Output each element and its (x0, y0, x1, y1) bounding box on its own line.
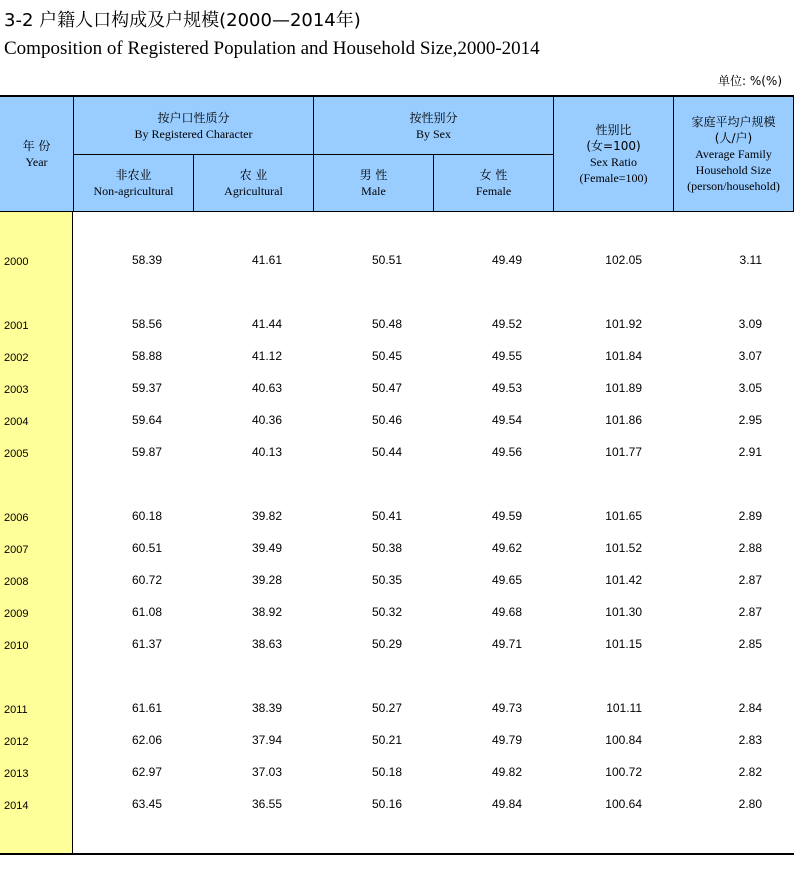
year-cell: 2000 (4, 256, 29, 268)
header-by-character-en: By Registered Character (134, 126, 253, 141)
sex-ratio-cell: 101.15 (605, 637, 642, 651)
sex-ratio-cell: 102.05 (605, 253, 642, 267)
agri-cell: 39.49 (251, 541, 282, 555)
header-sex-ratio (554, 97, 674, 212)
header-male-en: Male (361, 184, 386, 198)
female-cell: 49.82 (491, 765, 522, 779)
agri-cell: 41.12 (251, 349, 282, 363)
household-cell: 2.84 (738, 701, 762, 715)
household-cell: 2.89 (738, 509, 762, 523)
household-cell: 3.11 (739, 253, 762, 267)
sex-ratio-cell: 100.84 (605, 733, 642, 747)
non-agri-cell: 60.72 (131, 573, 162, 587)
sex-ratio-cell: 101.77 (605, 445, 642, 459)
header-agri-cn: 农 业 (239, 168, 268, 182)
non-agri-cell: 62.06 (131, 733, 162, 747)
table-row (0, 730, 794, 750)
female-cell: 49.71 (491, 637, 522, 651)
male-cell: 50.27 (371, 701, 402, 715)
year-cell: 2011 (4, 704, 28, 716)
male-cell: 50.48 (371, 317, 402, 331)
agri-cell: 37.94 (251, 733, 282, 747)
header-household-size (674, 97, 794, 212)
statistics-table (0, 95, 794, 855)
header-female (434, 155, 554, 212)
female-cell: 49.54 (491, 413, 522, 427)
year-cell: 2009 (4, 608, 29, 620)
non-agri-cell: 63.45 (131, 797, 162, 811)
table-row (0, 538, 794, 558)
male-cell: 50.21 (371, 733, 402, 747)
table-row (0, 602, 794, 622)
header-sex-ratio-en-note: (Female=100) (579, 171, 648, 185)
male-cell: 50.38 (371, 541, 402, 555)
table-title-chinese: 3-2 户籍人口构成及户规模(2000—2014年) (4, 10, 361, 31)
agri-cell: 41.61 (251, 253, 282, 267)
header-year-cn: 年 份 (22, 139, 51, 153)
agri-cell: 38.92 (251, 605, 282, 619)
year-cell: 2007 (4, 544, 29, 556)
household-cell: 2.88 (738, 541, 762, 555)
header-male (314, 155, 434, 212)
household-cell: 2.85 (738, 637, 762, 651)
sex-ratio-cell: 100.72 (605, 765, 642, 779)
non-agri-cell: 62.97 (131, 765, 162, 779)
male-cell: 50.16 (371, 797, 402, 811)
header-sex-ratio-cn: 性别比 (595, 123, 632, 137)
household-cell: 3.05 (738, 381, 762, 395)
male-cell: 50.29 (371, 637, 402, 651)
household-cell: 2.95 (738, 413, 762, 427)
header-non-agricultural (74, 155, 194, 212)
female-cell: 49.49 (491, 253, 522, 267)
unit-label: 单位: %(%) (717, 74, 782, 88)
female-cell: 49.53 (491, 381, 522, 395)
header-household-cn-note: (人/户) (714, 131, 753, 145)
header-male-cn: 男 性 (359, 168, 388, 182)
header-year (0, 97, 74, 212)
household-cell: 2.83 (738, 733, 762, 747)
agri-cell: 41.44 (251, 317, 282, 331)
year-cell: 2014 (4, 800, 29, 812)
header-by-character-cn: 按户口性质分 (157, 110, 230, 125)
table-row (0, 506, 794, 526)
year-cell: 2001 (4, 320, 29, 332)
agri-cell: 39.28 (251, 573, 282, 587)
non-agri-cell: 59.64 (131, 413, 162, 427)
table-row (0, 250, 794, 270)
agri-cell: 38.63 (251, 637, 282, 651)
header-by-sex (314, 97, 554, 155)
table-row (0, 762, 794, 782)
year-cell: 2012 (4, 736, 29, 748)
sex-ratio-cell: 101.89 (605, 381, 642, 395)
agri-cell: 36.55 (251, 797, 282, 811)
sex-ratio-cell: 100.64 (605, 797, 642, 811)
header-female-en: Female (475, 184, 512, 198)
male-cell: 50.18 (371, 765, 402, 779)
household-cell: 3.09 (738, 317, 762, 331)
male-cell: 50.51 (371, 253, 402, 267)
year-cell: 2003 (4, 384, 29, 396)
table-row (0, 410, 794, 430)
table-row (0, 794, 794, 814)
female-cell: 49.52 (491, 317, 522, 331)
non-agri-cell: 61.37 (131, 637, 162, 651)
sex-ratio-cell: 101.11 (606, 701, 642, 715)
non-agri-cell: 58.39 (131, 253, 162, 267)
agri-cell: 37.03 (251, 765, 282, 779)
non-agri-cell: 59.37 (131, 381, 162, 395)
header-by-character (74, 97, 314, 155)
header-household-cn: 家庭平均户规模 (691, 115, 776, 129)
male-cell: 50.44 (371, 445, 402, 459)
male-cell: 50.45 (371, 349, 402, 363)
year-cell: 2013 (4, 768, 29, 780)
year-cell: 2006 (4, 512, 29, 524)
header-year-en: Year (25, 155, 48, 169)
header-sex-ratio-cn-note: (女=100) (586, 139, 641, 153)
header-sex-ratio-en: Sex Ratio (590, 155, 637, 169)
table-row (0, 442, 794, 462)
sex-ratio-cell: 101.52 (605, 541, 642, 555)
table-title-english: Composition of Registered Population and Household Size,2000-2014 (4, 38, 540, 59)
female-cell: 49.84 (491, 797, 522, 811)
female-cell: 49.55 (491, 349, 522, 363)
household-cell: 2.80 (738, 797, 762, 811)
non-agri-cell: 61.08 (131, 605, 162, 619)
non-agri-cell: 60.51 (131, 541, 162, 555)
household-cell: 3.07 (738, 349, 762, 363)
sex-ratio-cell: 101.86 (605, 413, 642, 427)
sex-ratio-cell: 101.84 (605, 349, 642, 363)
female-cell: 49.79 (491, 733, 522, 747)
male-cell: 50.47 (371, 381, 402, 395)
header-agri-en: Agricultural (224, 184, 283, 198)
agri-cell: 40.63 (251, 381, 282, 395)
header-non-agri-cn: 非农业 (115, 168, 152, 182)
table-row (0, 698, 794, 718)
sex-ratio-cell: 101.30 (605, 605, 642, 619)
male-cell: 50.35 (371, 573, 402, 587)
female-cell: 49.59 (491, 509, 522, 523)
header-household-en-1: Average Family (695, 147, 772, 161)
header-household-en-2: Household Size (695, 163, 772, 177)
non-agri-cell: 60.18 (131, 509, 162, 523)
non-agri-cell: 59.87 (131, 445, 162, 459)
male-cell: 50.41 (371, 509, 402, 523)
header-household-en-3: (person/household) (687, 179, 780, 193)
table-row (0, 314, 794, 334)
table-row (0, 634, 794, 654)
non-agri-cell: 61.61 (131, 701, 162, 715)
year-cell: 2004 (4, 416, 29, 428)
agri-cell: 40.13 (251, 445, 282, 459)
sex-ratio-cell: 101.42 (605, 573, 642, 587)
household-cell: 2.87 (738, 605, 762, 619)
year-column (0, 212, 73, 853)
header-by-sex-en: By Sex (415, 126, 451, 141)
non-agri-cell: 58.56 (131, 317, 162, 331)
header-female-cn: 女 性 (479, 168, 508, 182)
female-cell: 49.68 (491, 605, 522, 619)
header-agricultural (194, 155, 314, 212)
female-cell: 49.73 (491, 701, 522, 715)
non-agri-cell: 58.88 (131, 349, 162, 363)
female-cell: 49.56 (491, 445, 522, 459)
year-cell: 2005 (4, 448, 29, 460)
header-by-sex-cn: 按性别分 (409, 110, 458, 125)
agri-cell: 40.36 (251, 413, 282, 427)
sex-ratio-cell: 101.65 (605, 509, 642, 523)
household-cell: 2.87 (738, 573, 762, 587)
male-cell: 50.32 (371, 605, 402, 619)
male-cell: 50.46 (371, 413, 402, 427)
agri-cell: 38.39 (251, 701, 282, 715)
sex-ratio-cell: 101.92 (605, 317, 642, 331)
agri-cell: 39.82 (251, 509, 282, 523)
table-row (0, 570, 794, 590)
household-cell: 2.82 (738, 765, 762, 779)
table-row (0, 378, 794, 398)
year-cell: 2002 (4, 352, 29, 364)
female-cell: 49.62 (491, 541, 522, 555)
header-non-agri-en: Non-agricultural (93, 184, 174, 198)
household-cell: 2.91 (738, 445, 762, 459)
year-cell: 2008 (4, 576, 29, 588)
year-cell: 2010 (4, 640, 29, 652)
female-cell: 49.65 (491, 573, 522, 587)
table-row (0, 346, 794, 366)
